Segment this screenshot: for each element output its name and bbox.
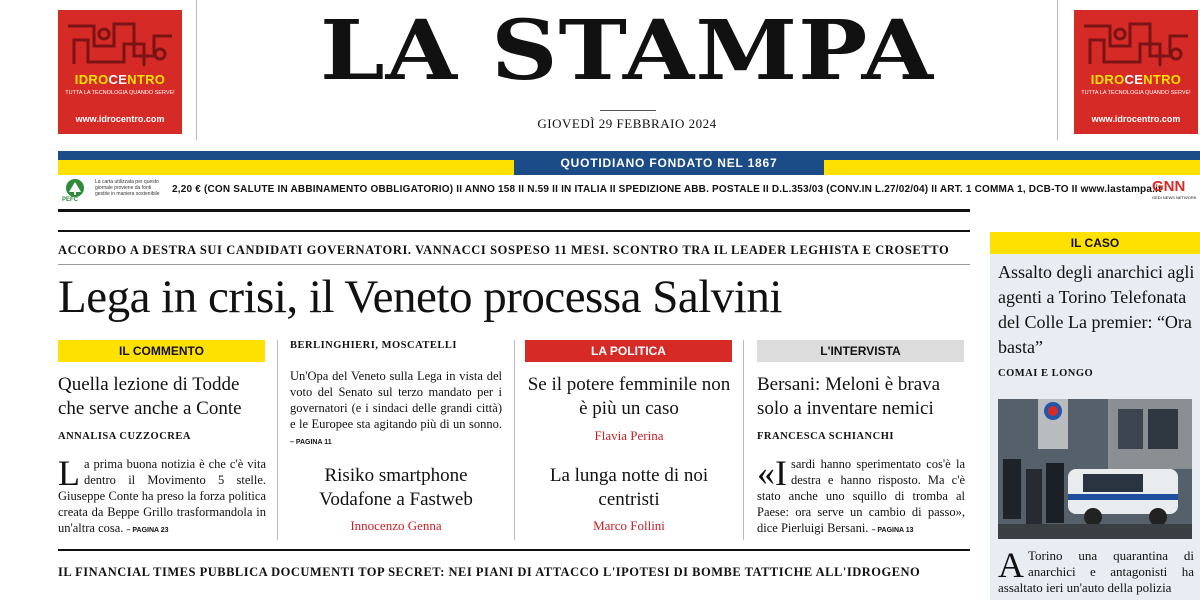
ad-brand: IDROCENTRO [74,72,166,87]
site-link[interactable]: www.lastampa.it [1080,184,1162,195]
gnn-logo: GNN GEDI NEWS NETWORK [1152,178,1197,200]
ad-url[interactable]: www.idrocentro.com [1091,114,1181,124]
masthead [196,0,1058,140]
page-ref[interactable]: – PAGINA 11 [290,439,332,446]
article-authors: BERLINGHIERI, MOSCATELLI [290,340,458,351]
article-title[interactable]: Se il potere femminile non è più un caso [527,374,731,419]
lead-headline[interactable]: Lega in crisi, il Veneto processa Salvini [58,271,782,323]
article-author: Marco Follini [593,518,665,533]
article-title[interactable]: La lunga notte di noi centristi [549,465,709,510]
caso-author: COMAI E LONGO [998,368,1094,379]
ad-brand: IDROCENTRO [1090,72,1182,87]
article-author: FRANCESCA SCHIANCHI [757,431,894,442]
article-body: Un'Opa del Veneto sulla Lega in vista del voto del Senato sul terzo mandato per i governatori (e i sindaci delle grandi città) e le Europee sta agitando più di un sonno. – PAGINA 11 [290,369,502,446]
article-body: La prima buona notizia è che c'è vita dentro il Movimento 5 stelle. Giuseppe Conte ha preso la forza politica creata da Beppe Grillo trasformandola in un'altra cosa. – PAGINA 23 [58,453,266,535]
dropcap: «I [757,453,787,493]
newspaper-logo[interactable]: LA STAMPA [319,1,935,99]
dropcap: L [58,453,80,493]
kicker-rule [58,264,970,265]
article-author: Innocenzo Genna [350,518,442,533]
lead-kicker: ACCORDO A DESTRA SUI CANDIDATI GOVERNATORI. VANNACCI SOSPESO 11 MESI. SCONTRO TRA IL LEADER LEGHISTA E CROSETTO [58,243,950,257]
ad-tagline: TUTTA LA TECNOLOGIA QUANDO SERVE! [65,90,175,96]
pipes-illustration-icon [1080,16,1192,70]
article-title[interactable]: Bersani: Meloni è brava solo a inventare nemici [757,374,941,419]
issue-date: GIOVEDÌ 29 FEBBRAIO 2024 [537,116,717,131]
tag-caso: IL CASO [990,232,1200,254]
section-rule [58,230,970,232]
tag-politica: LA POLITICA [525,340,732,362]
founded-banner: QUOTIDIANO FONDATO NEL 1867 [514,153,824,175]
ad-url[interactable]: www.idrocentro.com [75,114,165,124]
idrocentro-ad-left[interactable] [58,10,182,134]
article-title[interactable]: Risiko smartphone Vodafone a Fastweb [319,465,473,510]
caso-body: A Torino una quarantina di anarchici e antagonisti ha assaltato ieri un'auto della polizia [998,545,1194,595]
idrocentro-ad-right[interactable] [1074,10,1198,134]
il-caso-box [990,232,1200,600]
pipes-illustration-icon [64,16,176,70]
issue-info: 2,20 € (CON SALUTE IN ABBINAMENTO OBBLIGATORIO) II ANNO 158 II N.59 II IN ITALIA II SPEDIZIONE ABB. POSTALE II D.L.353/03 (CONV.IN L.27/02/04) II ART. 1 COMMA 1, DCB-TO II www.lastampa.it [172,184,1162,195]
pefc-label: PEFC [62,197,79,203]
news-photo[interactable] [998,399,1192,539]
article-author: Flavia Perina [594,428,664,443]
bottom-kicker[interactable]: IL FINANCIAL TIMES PUBBLICA DOCUMENTI TOP SECRET: NEI PIANI DI ATTACCO L'IPOTESI DI BOMBE TATTICHE ALL'IDROGENO [58,565,921,579]
street-scene-photo-icon [998,399,1192,539]
bottom-rule [58,549,970,551]
page-ref[interactable]: – PAGINA 13 [871,527,914,534]
pefc-note: La carta utilizzata per questo giornale proviene da fonti gestite in maniera sostenibile [95,179,160,197]
tag-commento: IL COMMENTO [58,340,265,362]
article-body: «Isardi hanno sperimentato cos'è la destra e hanno risposto. Ma c'è stato anche uno squillo di tromba al Paese: ora serve un cambio di passo», dice Pierluigi Bersani. – PAGINA 13 [757,453,965,535]
section-rule [58,209,970,212]
dropcap: A [998,545,1024,585]
caso-title[interactable]: Assalto degli anarchici agli agenti a Torino Telefonata del Colle La premier: “Ora basta” [998,262,1195,357]
article-author: ANNALISA CUZZOCREA [58,431,191,442]
founded-stripe [58,151,1200,175]
date-divider [600,110,656,111]
tag-intervista: L'INTERVISTA [757,340,964,362]
column-divider [743,340,744,540]
column-divider [277,340,278,540]
article-title[interactable]: Quella lezione di Todde che serve anche a Conte [58,374,242,419]
info-bar [58,178,1200,202]
column-divider [514,340,515,540]
page-ref[interactable]: – PAGINA 23 [126,527,169,534]
ad-tagline: TUTTA LA TECNOLOGIA QUANDO SERVE! [1081,90,1191,96]
